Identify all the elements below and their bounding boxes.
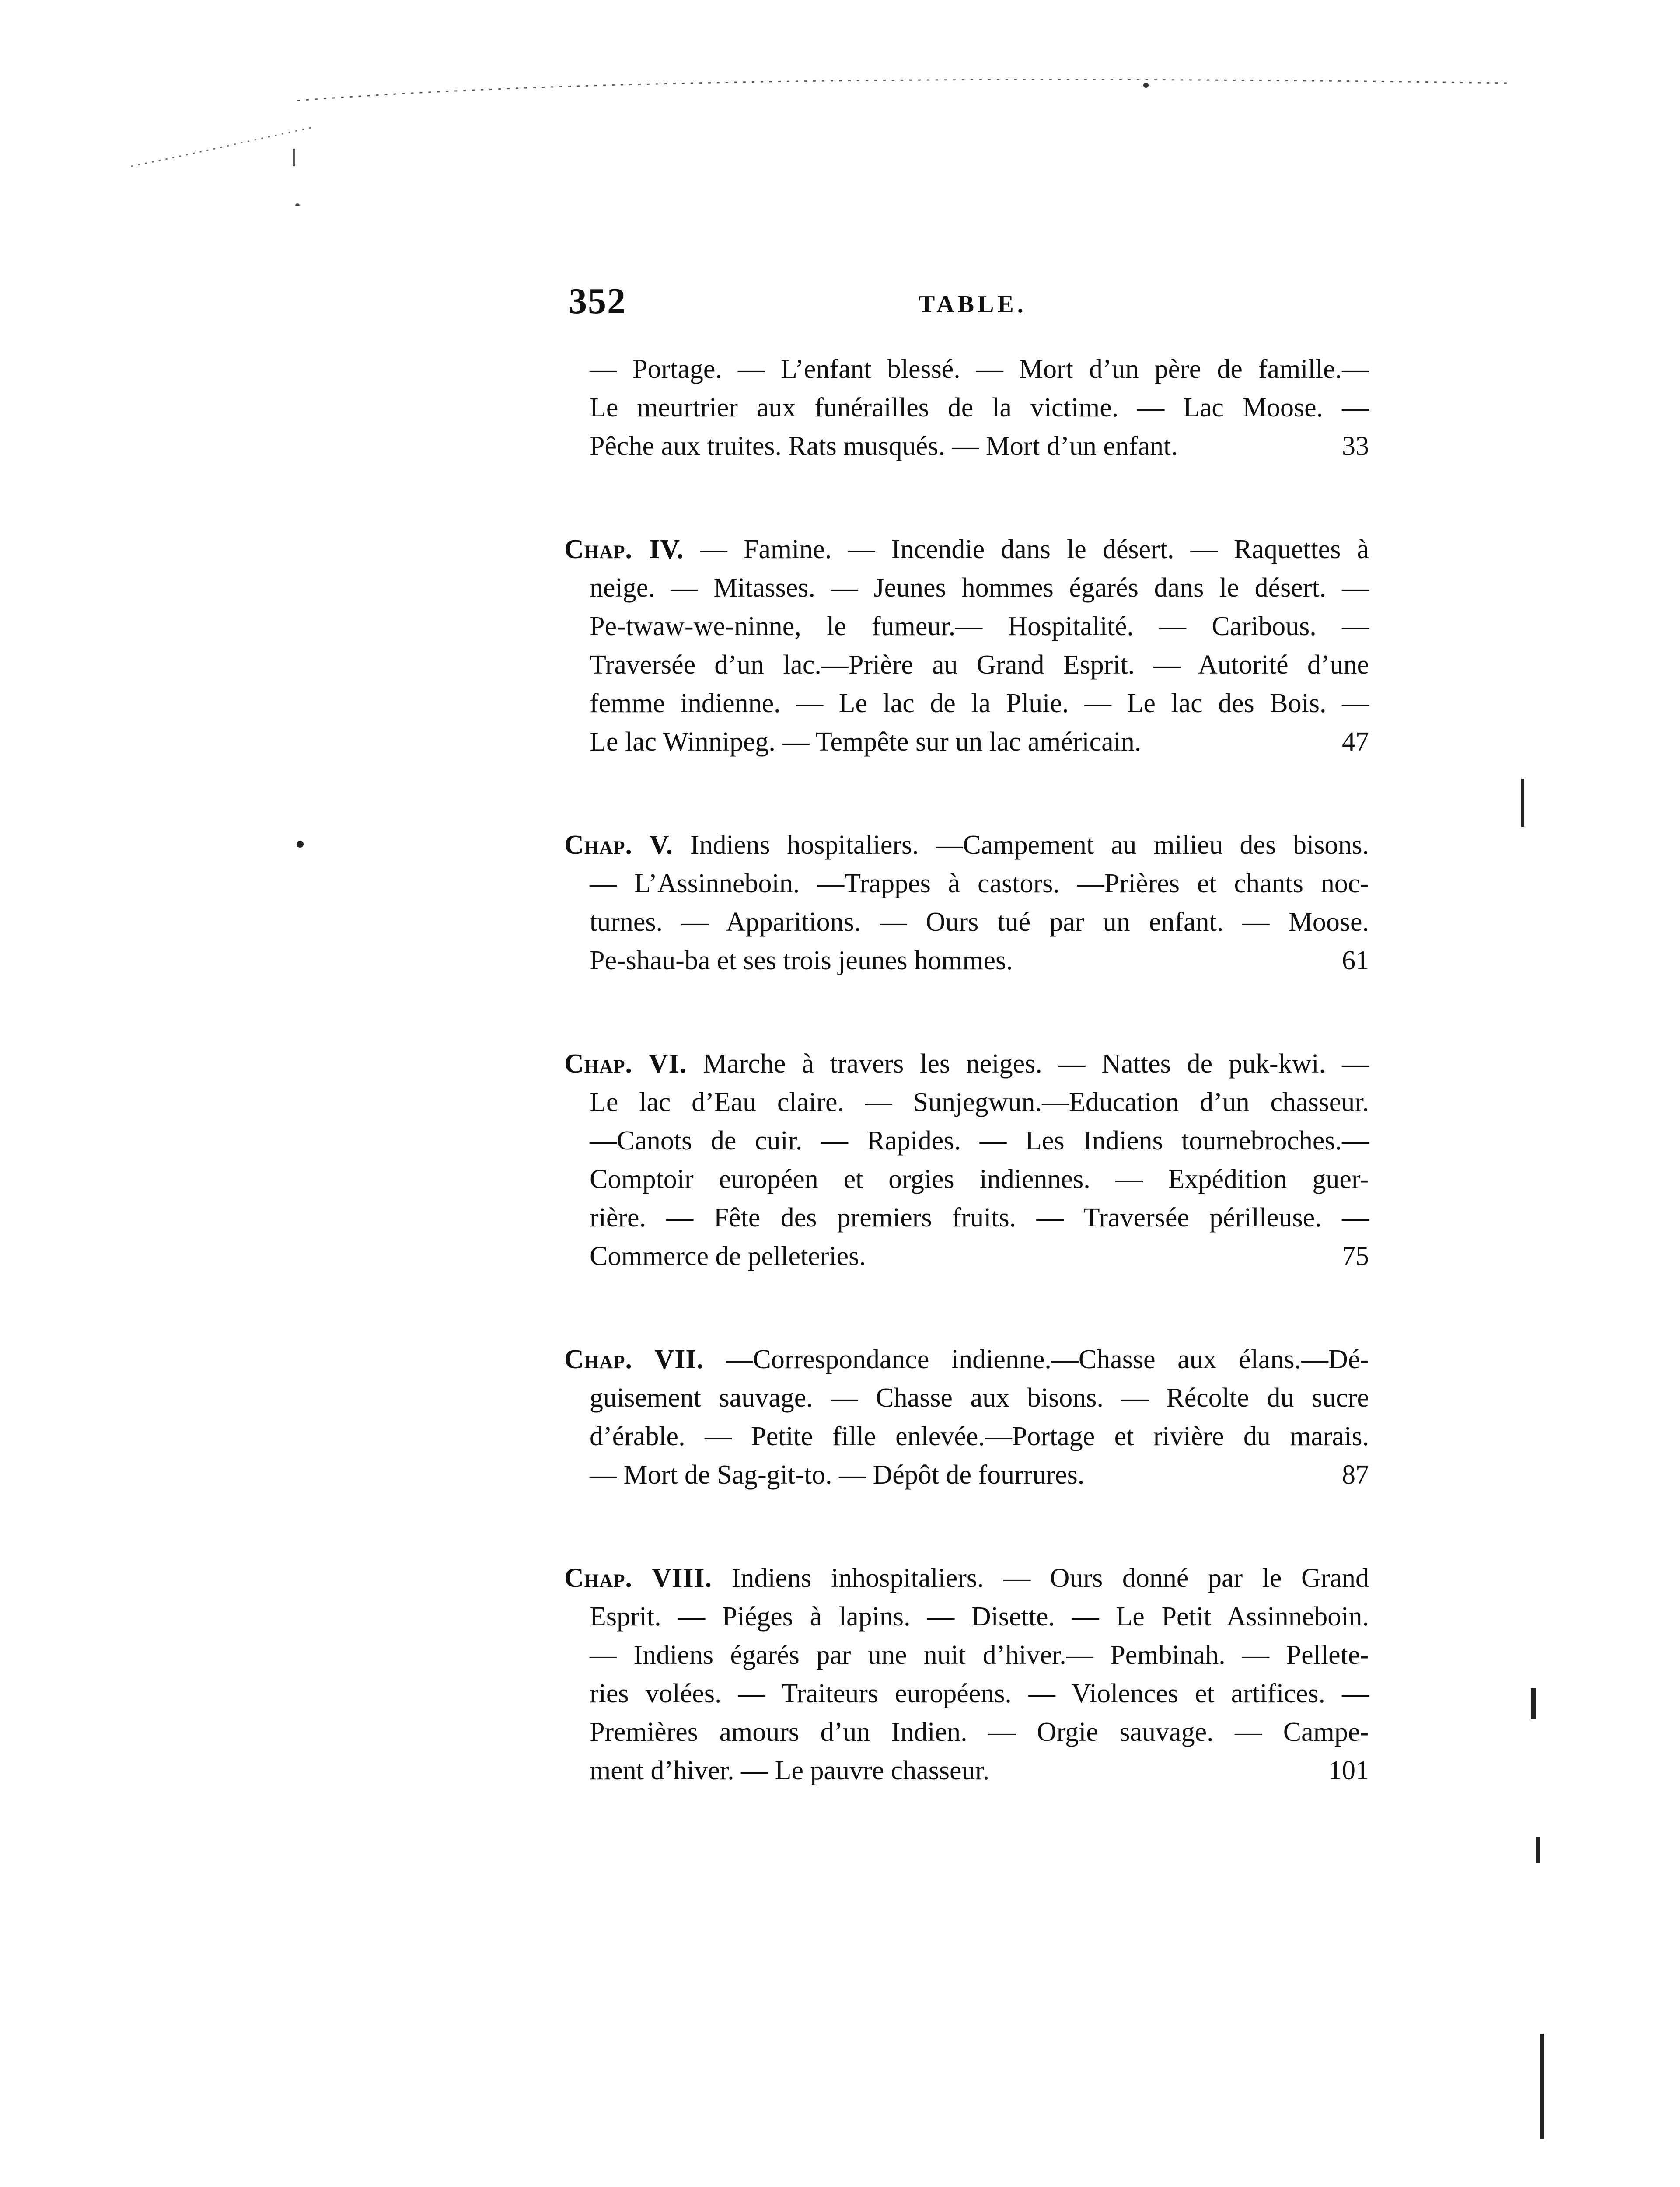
toc-line: Pe-twaw-we-ninne, le fumeur.— Hospitalité. — Caribous. — (590, 611, 1369, 641)
scan-mark-right-3 (1536, 1837, 1540, 1863)
toc-line: ries volées. — Traiteurs européens. — Violences et artifices. — (590, 1679, 1369, 1708)
toc-line: — Indiens égarés par une nuit d’hiver.— Pembinah. — Pellete- (590, 1640, 1369, 1670)
toc-line: rière. — Fête des premiers fruits. — Traversée périlleuse. — (590, 1203, 1369, 1233)
toc-page-number: 75 (1342, 1241, 1369, 1271)
chapter-label: Chap. VIII. (564, 1563, 713, 1593)
page-number: 352 (569, 281, 626, 321)
chapter-label: Chap. V. (564, 830, 674, 860)
toc-line: Traversée d’un lac.—Prière au Grand Esprit. — Autorité d’une (590, 650, 1369, 680)
scan-mark-right-4 (1540, 2034, 1544, 2139)
toc-page-number: 87 (1342, 1460, 1369, 1490)
toc-line (564, 826, 1369, 864)
toc-line: —Canots de cuir. — Rapides. — Les Indiens tournebroches.— (590, 1126, 1369, 1156)
toc-line: guisement sauvage. — Chasse aux bisons. — Récolte du sucre (590, 1383, 1369, 1413)
toc-line (564, 1559, 1369, 1597)
toc-line-text: Indiens inhospitaliers. — Ours donné par le Grand (731, 1563, 1369, 1593)
toc-page-number: 61 (1342, 946, 1369, 975)
toc-line (564, 1045, 1369, 1083)
running-title: TABLE. (919, 291, 1027, 318)
toc-line-text: Indiens hospitaliers. —Campement au milieu des bisons. (690, 830, 1369, 860)
toc-entry-chapter-6 (564, 1045, 1369, 1275)
toc-entry-chapter-5 (564, 826, 1369, 980)
toc-line: Commerce de pelleteries. (590, 1241, 866, 1271)
scan-mark-right-1 (1521, 779, 1524, 827)
toc-entry-continuation (564, 350, 1369, 465)
chapter-label: Chap. VI. (564, 1049, 687, 1079)
toc-page-number: 101 (1328, 1756, 1369, 1785)
toc-line: Comptoir européen et orgies indiennes. — Expédition guer- (590, 1164, 1369, 1194)
toc-line: — L’Assinneboin. —Trappes à castors. —Prières et chants noc- (590, 869, 1369, 898)
toc-page-number: 47 (1342, 727, 1369, 757)
toc-entry-chapter-8 (564, 1559, 1369, 1790)
toc-line: Pêche aux truites. Rats musqués. — Mort d’un enfant. (590, 431, 1178, 461)
running-head (569, 280, 1369, 332)
scan-dot-left (297, 841, 304, 848)
scan-noise-top (131, 66, 1531, 206)
toc-line: — Portage. — L’enfant blessé. — Mort d’un père de famille.— (590, 354, 1369, 384)
toc-line-text: —Correspondance indienne.—Chasse aux élans.—Dé- (726, 1345, 1369, 1374)
toc-page-number: 33 (1342, 431, 1369, 461)
toc-line (564, 530, 1369, 569)
toc-line (564, 1340, 1369, 1379)
toc-line: Esprit. — Piéges à lapins. — Disette. — Le Petit Assinneboin. (590, 1602, 1369, 1632)
toc-line: femme indienne. — Le lac de la Pluie. — Le lac des Bois. — (590, 688, 1369, 718)
toc-line: Premières amours d’un Indien. — Orgie sauvage. — Campe- (590, 1717, 1369, 1747)
chapter-label: Chap. VII. (564, 1345, 704, 1374)
toc-line: Pe-shau-ba et ses trois jeunes hommes. (590, 946, 1013, 975)
toc-line: — Mort de Sag-git-to. — Dépôt de fourrures. (590, 1460, 1085, 1490)
toc-entry-chapter-7 (564, 1340, 1369, 1494)
chapter-label: Chap. IV. (564, 535, 684, 564)
toc-line: neige. — Mitasses. — Jeunes hommes égarés dans le désert. — (590, 573, 1369, 603)
toc-line-text: — Famine. — Incendie dans le désert. — Raquettes à (700, 535, 1369, 564)
toc-line: Le meurtrier aux funérailles de la victime. — Lac Moose. — (590, 393, 1369, 423)
toc-line: turnes. — Apparitions. — Ours tué par un enfant. — Moose. (590, 907, 1369, 937)
toc-line: Le lac Winnipeg. — Tempête sur un lac américain. (590, 727, 1142, 757)
toc-entry-chapter-4 (564, 530, 1369, 761)
toc-line: Le lac d’Eau claire. — Sunjegwun.—Education d’un chasseur. (590, 1087, 1369, 1117)
toc-line: d’érable. — Petite fille enlevée.—Portage et rivière du marais. (590, 1422, 1369, 1451)
table-of-contents (564, 350, 1369, 1855)
toc-line-text: Marche à travers les neiges. — Nattes de puk-kwi. — (703, 1049, 1369, 1079)
toc-line: ment d’hiver. — Le pauvre chasseur. (590, 1756, 990, 1785)
scan-mark-right-2 (1531, 1688, 1536, 1719)
